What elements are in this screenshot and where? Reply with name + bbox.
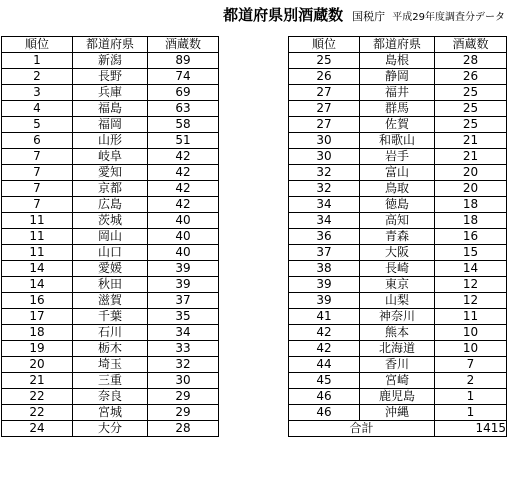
prefecture-cell: 滋賀	[73, 293, 148, 309]
count-cell: 12	[435, 293, 507, 309]
rank-cell: 17	[2, 309, 73, 325]
rank-cell: 30	[289, 149, 360, 165]
table-row	[289, 101, 507, 117]
count-cell: 89	[148, 53, 219, 69]
prefecture-cell: 愛知	[73, 165, 148, 181]
left-ranking-table	[1, 36, 219, 437]
table-row	[2, 293, 219, 309]
rank-cell: 30	[289, 133, 360, 149]
rank-cell: 11	[2, 229, 73, 245]
rank-cell: 4	[2, 101, 73, 117]
table-row	[2, 101, 219, 117]
table-row	[289, 197, 507, 213]
prefecture-cell: 兵庫	[73, 85, 148, 101]
table-row	[2, 181, 219, 197]
rank-cell: 32	[289, 181, 360, 197]
prefecture-cell: 新潟	[73, 53, 148, 69]
column-header-rank: 順位	[289, 37, 360, 53]
table-row	[289, 245, 507, 261]
table-row	[2, 229, 219, 245]
prefecture-cell: 静岡	[360, 69, 435, 85]
prefecture-cell: 鹿児島	[360, 389, 435, 405]
right-table-body	[289, 53, 507, 421]
prefecture-cell: 岩手	[360, 149, 435, 165]
prefecture-cell: 佐賀	[360, 117, 435, 133]
table-row	[2, 341, 219, 357]
table-row	[2, 405, 219, 421]
rank-cell: 36	[289, 229, 360, 245]
prefecture-cell: 千葉	[73, 309, 148, 325]
header-row	[2, 37, 219, 53]
table-row	[2, 117, 219, 133]
count-cell: 51	[148, 133, 219, 149]
prefecture-cell: 茨城	[73, 213, 148, 229]
table-row	[2, 277, 219, 293]
rank-cell: 34	[289, 213, 360, 229]
right-ranking-table	[288, 36, 507, 437]
count-cell: 20	[435, 165, 507, 181]
table-row	[2, 245, 219, 261]
count-cell: 25	[435, 117, 507, 133]
table-row	[289, 213, 507, 229]
count-cell: 42	[148, 197, 219, 213]
prefecture-cell: 鳥取	[360, 181, 435, 197]
prefecture-cell: 群馬	[360, 101, 435, 117]
count-cell: 10	[435, 325, 507, 341]
rank-cell: 14	[2, 277, 73, 293]
rank-cell: 44	[289, 357, 360, 373]
count-cell: 69	[148, 85, 219, 101]
rank-cell: 7	[2, 149, 73, 165]
table-row	[2, 53, 219, 69]
count-cell: 20	[435, 181, 507, 197]
prefecture-cell: 岐阜	[73, 149, 148, 165]
table-row	[2, 133, 219, 149]
prefecture-cell: 栃木	[73, 341, 148, 357]
count-cell: 37	[148, 293, 219, 309]
table-row	[289, 229, 507, 245]
prefecture-cell: 沖縄	[360, 405, 435, 421]
prefecture-cell: 山口	[73, 245, 148, 261]
table-row	[2, 149, 219, 165]
table-row	[289, 293, 507, 309]
table-row	[289, 85, 507, 101]
left-table-body	[2, 53, 219, 437]
rank-cell: 11	[2, 245, 73, 261]
prefecture-cell: 和歌山	[360, 133, 435, 149]
rank-cell: 42	[289, 325, 360, 341]
table-row	[289, 117, 507, 133]
rank-cell: 27	[289, 117, 360, 133]
rank-cell: 5	[2, 117, 73, 133]
table-row	[289, 133, 507, 149]
rank-cell: 20	[2, 357, 73, 373]
count-cell: 26	[435, 69, 507, 85]
rank-cell: 27	[289, 101, 360, 117]
count-cell: 29	[148, 389, 219, 405]
prefecture-cell: 神奈川	[360, 309, 435, 325]
prefecture-cell: 長野	[73, 69, 148, 85]
column-header-prefecture: 都道府県	[73, 37, 148, 53]
prefecture-cell: 愛媛	[73, 261, 148, 277]
data-source: 国税庁	[352, 10, 386, 23]
prefecture-cell: 北海道	[360, 341, 435, 357]
count-cell: 12	[435, 277, 507, 293]
rank-cell: 24	[2, 421, 73, 437]
count-cell: 42	[148, 149, 219, 165]
table-row	[2, 261, 219, 277]
rank-cell: 2	[2, 69, 73, 85]
count-cell: 40	[148, 229, 219, 245]
count-cell: 16	[435, 229, 507, 245]
rank-cell: 26	[289, 69, 360, 85]
table-row	[2, 309, 219, 325]
prefecture-cell: 大阪	[360, 245, 435, 261]
prefecture-cell: 宮城	[73, 405, 148, 421]
rank-cell: 6	[2, 133, 73, 149]
prefecture-cell: 埼玉	[73, 357, 148, 373]
count-cell: 39	[148, 261, 219, 277]
prefecture-cell: 山形	[73, 133, 148, 149]
prefecture-cell: 宮崎	[360, 373, 435, 389]
count-cell: 42	[148, 181, 219, 197]
prefecture-cell: 長崎	[360, 261, 435, 277]
count-cell: 63	[148, 101, 219, 117]
prefecture-cell: 秋田	[73, 277, 148, 293]
column-header-count: 酒蔵数	[435, 37, 507, 53]
prefecture-cell: 福井	[360, 85, 435, 101]
prefecture-cell: 広島	[73, 197, 148, 213]
rank-cell: 27	[289, 85, 360, 101]
rank-cell: 19	[2, 341, 73, 357]
rank-cell: 25	[289, 53, 360, 69]
table-row	[289, 181, 507, 197]
count-cell: 25	[435, 85, 507, 101]
prefecture-cell: 青森	[360, 229, 435, 245]
rank-cell: 22	[2, 389, 73, 405]
prefecture-cell: 奈良	[73, 389, 148, 405]
count-cell: 42	[148, 165, 219, 181]
rank-cell: 18	[2, 325, 73, 341]
rank-cell: 46	[289, 405, 360, 421]
table-row	[289, 357, 507, 373]
table-row	[289, 165, 507, 181]
rank-cell: 7	[2, 197, 73, 213]
rank-cell: 21	[2, 373, 73, 389]
table-row	[2, 357, 219, 373]
table-row	[289, 53, 507, 69]
rank-cell: 1	[2, 53, 73, 69]
rank-cell: 46	[289, 389, 360, 405]
table-row	[2, 165, 219, 181]
table-row	[289, 69, 507, 85]
column-header-count: 酒蔵数	[148, 37, 219, 53]
table-row	[289, 373, 507, 389]
table-row	[289, 405, 507, 421]
table-row	[289, 149, 507, 165]
rank-cell: 38	[289, 261, 360, 277]
count-cell: 21	[435, 133, 507, 149]
prefecture-cell: 香川	[360, 357, 435, 373]
count-cell: 7	[435, 357, 507, 373]
count-cell: 21	[435, 149, 507, 165]
total-value: 1415	[435, 421, 507, 437]
prefecture-cell: 福島	[73, 101, 148, 117]
prefecture-cell: 三重	[73, 373, 148, 389]
rank-cell: 11	[2, 213, 73, 229]
prefecture-cell: 石川	[73, 325, 148, 341]
rank-cell: 39	[289, 277, 360, 293]
total-label: 合計	[289, 421, 435, 437]
count-cell: 14	[435, 261, 507, 277]
total-row	[289, 421, 507, 437]
rank-cell: 3	[2, 85, 73, 101]
count-cell: 39	[148, 277, 219, 293]
prefecture-cell: 山梨	[360, 293, 435, 309]
column-header-rank: 順位	[2, 37, 73, 53]
table-row	[289, 309, 507, 325]
count-cell: 2	[435, 373, 507, 389]
table-row	[289, 325, 507, 341]
count-cell: 29	[148, 405, 219, 421]
survey-period: 平成29年度調査分データ	[392, 12, 505, 23]
table-row	[2, 421, 219, 437]
rank-cell: 41	[289, 309, 360, 325]
rank-cell: 32	[289, 165, 360, 181]
rank-cell: 7	[2, 165, 73, 181]
rank-cell: 42	[289, 341, 360, 357]
table-row	[2, 85, 219, 101]
count-cell: 11	[435, 309, 507, 325]
count-cell: 33	[148, 341, 219, 357]
prefecture-cell: 京都	[73, 181, 148, 197]
count-cell: 1	[435, 405, 507, 421]
count-cell: 15	[435, 245, 507, 261]
rank-cell: 16	[2, 293, 73, 309]
prefecture-cell: 岡山	[73, 229, 148, 245]
prefecture-cell: 徳島	[360, 197, 435, 213]
table-row	[2, 197, 219, 213]
count-cell: 1	[435, 389, 507, 405]
table-row	[2, 389, 219, 405]
prefecture-cell: 福岡	[73, 117, 148, 133]
prefecture-cell: 富山	[360, 165, 435, 181]
header	[0, 4, 509, 25]
count-cell: 35	[148, 309, 219, 325]
count-cell: 18	[435, 213, 507, 229]
count-cell: 74	[148, 69, 219, 85]
count-cell: 28	[435, 53, 507, 69]
table-row	[2, 213, 219, 229]
header-row	[289, 37, 507, 53]
table-row	[2, 373, 219, 389]
count-cell: 18	[435, 197, 507, 213]
table-row	[289, 389, 507, 405]
prefecture-cell: 大分	[73, 421, 148, 437]
count-cell: 34	[148, 325, 219, 341]
table-row	[2, 325, 219, 341]
table-row	[2, 69, 219, 85]
rank-cell: 7	[2, 181, 73, 197]
count-cell: 25	[435, 101, 507, 117]
rank-cell: 34	[289, 197, 360, 213]
prefecture-cell: 東京	[360, 277, 435, 293]
table-row	[289, 261, 507, 277]
count-cell: 32	[148, 357, 219, 373]
column-header-prefecture: 都道府県	[360, 37, 435, 53]
rank-cell: 14	[2, 261, 73, 277]
count-cell: 30	[148, 373, 219, 389]
rank-cell: 22	[2, 405, 73, 421]
count-cell: 58	[148, 117, 219, 133]
prefecture-cell: 熊本	[360, 325, 435, 341]
rank-cell: 37	[289, 245, 360, 261]
count-cell: 28	[148, 421, 219, 437]
table-row	[289, 341, 507, 357]
rank-cell: 45	[289, 373, 360, 389]
count-cell: 10	[435, 341, 507, 357]
prefecture-cell: 島根	[360, 53, 435, 69]
page-title: 都道府県別酒蔵数	[223, 6, 344, 24]
table-row	[289, 277, 507, 293]
count-cell: 40	[148, 245, 219, 261]
prefecture-cell: 高知	[360, 213, 435, 229]
count-cell: 40	[148, 213, 219, 229]
rank-cell: 39	[289, 293, 360, 309]
